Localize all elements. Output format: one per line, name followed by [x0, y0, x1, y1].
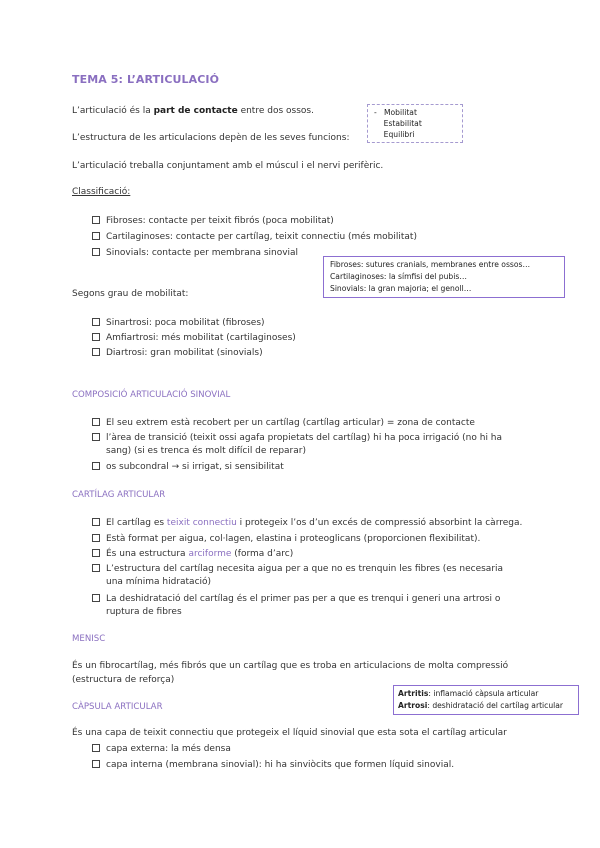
section-heading-composicio: COMPOSICIÓ ARTICULACIÓ SINOVIAL: [72, 390, 231, 400]
menisc-line-2: (estructura de reforça): [72, 675, 175, 685]
checkbox[interactable]: [92, 534, 100, 542]
checklist-item[interactable]: La deshidratació del cartílag és el primer pas per a que es trenqui i generi una artrosi o ruptura de fibres: [92, 593, 500, 619]
checklist-item[interactable]: Sinartrosi: poca mobilitat (fibroses): [92, 317, 265, 330]
menisc-line-1: És un fibrocartílag, més fibrós que un cartílag que es troba en articulacions de molta compressió: [72, 661, 509, 671]
checklist-item[interactable]: capa interna (membrana sinovial): hi ha sinviòcits que formen líquid sinovial.: [92, 759, 454, 772]
note-line: Artritis: inflamació càpsula articular: [398, 689, 539, 698]
note-line: Fibroses: sutures cranials, membranes entre ossos…: [330, 260, 531, 269]
checklist-item[interactable]: Amfiartrosi: més mobilitat (cartilaginoses): [92, 332, 296, 345]
checklist-item[interactable]: L’estructura del cartílag necesita aigua per a que no es trenquin les fibres (es necesaria una mínima hidratació): [92, 563, 503, 589]
checklist-item[interactable]: Cartilaginoses: contacte per cartílag, teixit connectiu (més mobilitat): [92, 231, 417, 244]
functions-note-item: - Mobilitat: [374, 108, 417, 117]
checkbox[interactable]: [92, 549, 100, 557]
intro-line-1: [72, 106, 314, 116]
checkbox[interactable]: [92, 216, 100, 224]
mobilitat-heading: Segons grau de mobilitat:: [72, 289, 189, 299]
checklist-item[interactable]: El cartílag es teixit connectiu i protegeix l’os d’un excés de compressió absorbint la càrrega.: [92, 517, 522, 530]
checklist-item[interactable]: capa externa: la més densa: [92, 743, 231, 756]
note-line: Cartilaginoses: la símfisi del pubis…: [330, 272, 467, 281]
checklist-item[interactable]: El seu extrem està recobert per un cartílag (cartílag articular) = zona de contacte: [92, 417, 475, 430]
checklist-item[interactable]: Fibroses: contacte per teixit fibrós (poca mobilitat): [92, 215, 334, 228]
checklist-item[interactable]: os subcondral → si irrigat, si sensibilitat: [92, 461, 284, 474]
functions-note: [367, 104, 463, 143]
intro-line-3: L’articulació treballa conjuntament amb el múscul i el nervi perifèric.: [72, 161, 384, 171]
section-heading-capsula: CÀPSULA ARTICULAR: [72, 702, 163, 712]
note-line: Sinovials: la gran majoria; el genoll…: [330, 284, 472, 293]
functions-note-item: Estabilitat: [383, 119, 422, 128]
checklist-item[interactable]: Sinovials: contacte per membrana sinovial: [92, 247, 298, 260]
page-title: TEMA 5: L’ARTICULACIÓ: [72, 73, 220, 86]
checkbox[interactable]: [92, 760, 100, 768]
checklist-item[interactable]: Està format per aigua, col·lagen, elastina i proteoglicans (proporcionen flexibilitat).: [92, 533, 480, 546]
checkbox[interactable]: [92, 248, 100, 256]
checkbox[interactable]: [92, 333, 100, 341]
checkbox[interactable]: [92, 418, 100, 426]
intro-text: L’articulació és la: [72, 106, 154, 116]
intro-text-end: entre dos ossos.: [237, 106, 314, 116]
intro-bold-term: part de contacte: [153, 106, 238, 116]
checkbox[interactable]: [92, 744, 100, 752]
checkbox[interactable]: [92, 564, 100, 572]
checkbox[interactable]: [92, 318, 100, 326]
checkbox[interactable]: [92, 462, 100, 470]
checkbox[interactable]: [92, 594, 100, 602]
functions-note-item: Equilibri: [383, 130, 415, 139]
checkbox[interactable]: [92, 433, 100, 441]
section-heading-menisc: MENISC: [72, 634, 106, 644]
classificacio-heading: Classificació:: [72, 187, 131, 197]
checkbox[interactable]: [92, 232, 100, 240]
classification-examples-note: [323, 256, 565, 298]
checklist-item[interactable]: l’àrea de transició (teixit ossi agafa propietats del cartílag) hi ha poca irrigació (no hi ha sang) (si es trenca és molt difícil de reparar): [92, 432, 502, 458]
intro-line-2: L’estructura de les articulacions depèn de les seves funcions:: [72, 133, 350, 143]
checkbox[interactable]: [92, 518, 100, 526]
capsula-line-1: És una capa de teixit connectiu que protegeix el líquid sinovial que esta sota el cartílag articular: [72, 728, 507, 738]
checkbox[interactable]: [92, 348, 100, 356]
section-heading-cartilag: CARTÍLAG ARTICULAR: [72, 490, 166, 500]
checklist-item[interactable]: És una estructura arciforme (forma d’arc): [92, 548, 293, 561]
artritis-artrosi-note: [393, 685, 579, 715]
note-line: Artrosi: deshidratació del cartílag articular: [398, 701, 564, 710]
checklist-item[interactable]: Diartrosi: gran mobilitat (sinovials): [92, 347, 263, 360]
